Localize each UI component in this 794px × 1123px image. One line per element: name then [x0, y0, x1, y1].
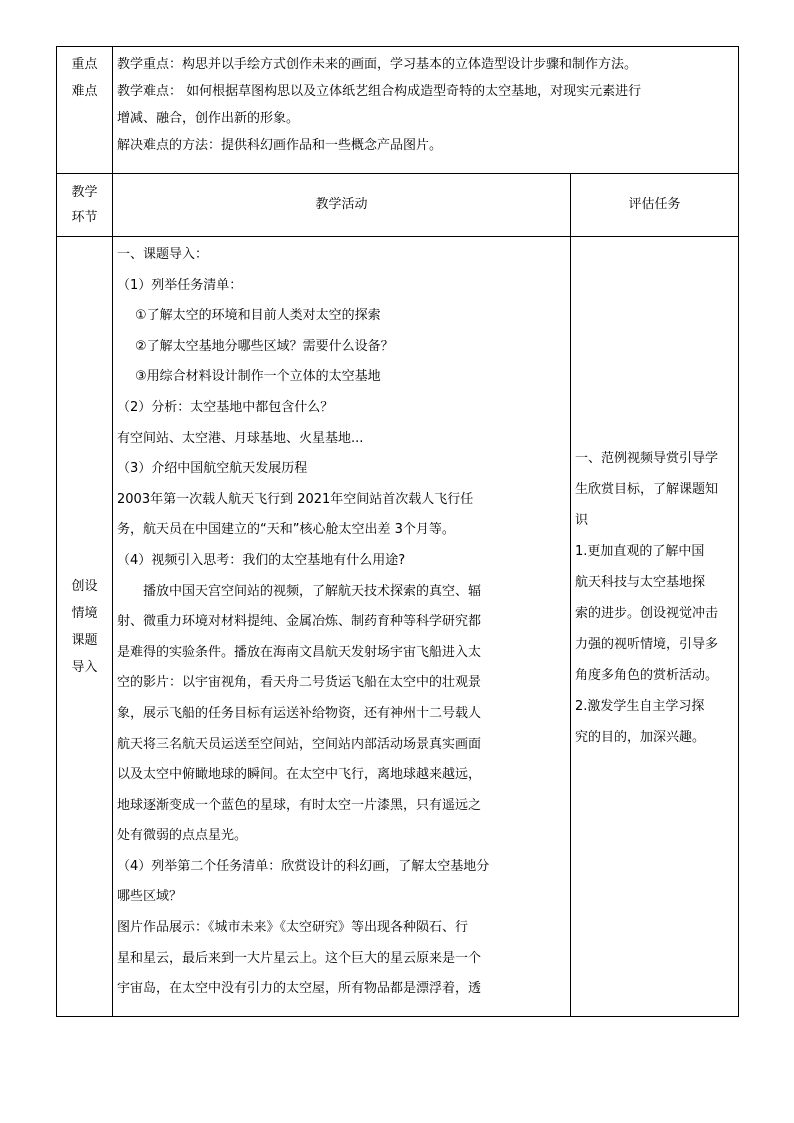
activity-line: 有空间站、太空港、月球基地、火星基地...	[117, 430, 364, 446]
evaluation-cell	[570, 237, 738, 1017]
activity-line: （4）列举第二个任务清单：欣赏设计的科幻画，了解太空基地分	[117, 858, 490, 874]
activity-line: 象，展示飞船的任务目标有运送补给物资，还有神州十二号载人	[117, 705, 482, 721]
activity-line: 图片作品展示：《城市未来》《太空研究》等出现各种陨石、行	[117, 920, 469, 936]
difficulty-line: 增减、融合，创作出新的形象。	[117, 111, 300, 126]
difficulty-line: 教学难点： 如何根据草图构思以及立体纸艺组合构成造型奇特的太空基地，对现实元素进行	[117, 84, 642, 99]
activity-line: 宇宙岛，在太空中没有引力的太空屋，所有物品都是漂浮着，透	[117, 981, 482, 997]
focus-difficulty-label	[57, 47, 113, 174]
lesson-plan-table-container	[56, 46, 739, 1017]
evaluation-line: 角度多角色的赏析活动。	[574, 668, 718, 683]
evaluation-line: 1.更加直观的了解中国	[574, 544, 705, 559]
intro-section-row	[57, 237, 739, 1017]
section-label-line: 课题	[71, 632, 98, 648]
focus-difficulty-content	[113, 47, 739, 174]
activity-line: ②了解太空基地分哪些区域？需要什么设备？	[135, 338, 394, 354]
section-label-line: 导入	[71, 659, 98, 675]
header-label-line: 环节	[71, 210, 98, 225]
activity-line: 以及太空中俯瞰地球的瞬间。在太空中飞行，离地球越来越远，	[117, 767, 482, 783]
activity-line: 播放中国天宫空间站的视频，了解航天技术探索的真空、辐	[143, 583, 482, 599]
activity-line: 务，航天员在中国建立的“天和”核心舱太空出差 3个月等。	[117, 522, 455, 538]
activity-line: 是难得的实验条件。播放在海南文昌航天发射场宇宙飞船进入太	[117, 644, 482, 660]
evaluation-header-cell: 评估任务	[570, 174, 738, 237]
activity-line: 射、微重力环境对材料提纯、金属冶炼、制药育种等科学研究都	[117, 614, 482, 630]
evaluation-line: 航天科技与太空基地探	[574, 575, 705, 590]
activity-line: 地球逐渐变成一个蓝色的星球，有时太空一片漆黑，只有遥远之	[117, 797, 482, 813]
activity-line: 2003年第一次载人航天飞行到 2021年空间站首次载人飞行任	[117, 491, 474, 507]
activity-cell	[113, 237, 571, 1017]
section-header-cell	[57, 174, 113, 237]
activity-line: 一、课题导入：	[117, 247, 209, 262]
section-label-line: 情境	[71, 605, 98, 621]
activity-line: 星和星云，最后来到一大片星云上。这个巨大的星云原来是一个	[117, 950, 482, 966]
label-line: 难点	[71, 84, 98, 99]
activity-line: 哪些区域？	[117, 889, 183, 905]
lesson-plan-table	[56, 46, 739, 1017]
label-line: 重点	[71, 57, 98, 72]
activity-line: （1）列举任务清单：	[117, 277, 243, 293]
activity-header-cell: 教学活动	[113, 174, 571, 237]
header-label-line: 教学	[71, 185, 98, 200]
evaluation-line: 一、范例视频导赏引导学	[574, 451, 718, 466]
section-label-line: 创设	[71, 578, 98, 594]
evaluation-line: 识	[574, 513, 588, 528]
activity-line: （3）介绍中国航空航天发展历程	[117, 461, 308, 477]
solution-line: 解决难点的方法：提供科幻画作品和一些概念产品图片。	[117, 138, 443, 153]
activity-line: （4）视频引入思考：我们的太空基地有什么用途?	[117, 552, 406, 568]
focus-line: 教学重点：构思并以手绘方式创作未来的画面，学习基本的立体造型设计步骤和制作方法。	[117, 57, 638, 72]
section-label-cell	[57, 237, 113, 1017]
activity-line: 航天将三名航天员运送至空间站，空间站内部活动场景真实画面	[117, 736, 482, 752]
activity-line: ③用综合材料设计制作一个立体的太空基地	[135, 369, 381, 385]
evaluation-line: 生欣赏目标，了解课题知	[574, 482, 718, 497]
focus-difficulty-row	[57, 47, 739, 174]
activity-line: 处有微弱的点点星光。	[117, 828, 248, 844]
evaluation-line: 索的进步。创设视觉冲击	[574, 606, 718, 621]
evaluation-line: 究的目的，加深兴趣。	[574, 730, 705, 745]
header-row	[57, 174, 739, 237]
evaluation-line: 2.激发学生自主学习探	[574, 699, 705, 714]
activity-line: 空的影片：以宇宙视角，看天舟二号货运飞船在太空中的壮观景	[117, 675, 482, 691]
activity-line: （2）分析：太空基地中都包含什么？	[117, 399, 334, 415]
activity-line: ①了解太空的环境和目前人类对太空的探索	[135, 308, 381, 324]
evaluation-line: 力强的视听情境，引导多	[574, 637, 718, 652]
